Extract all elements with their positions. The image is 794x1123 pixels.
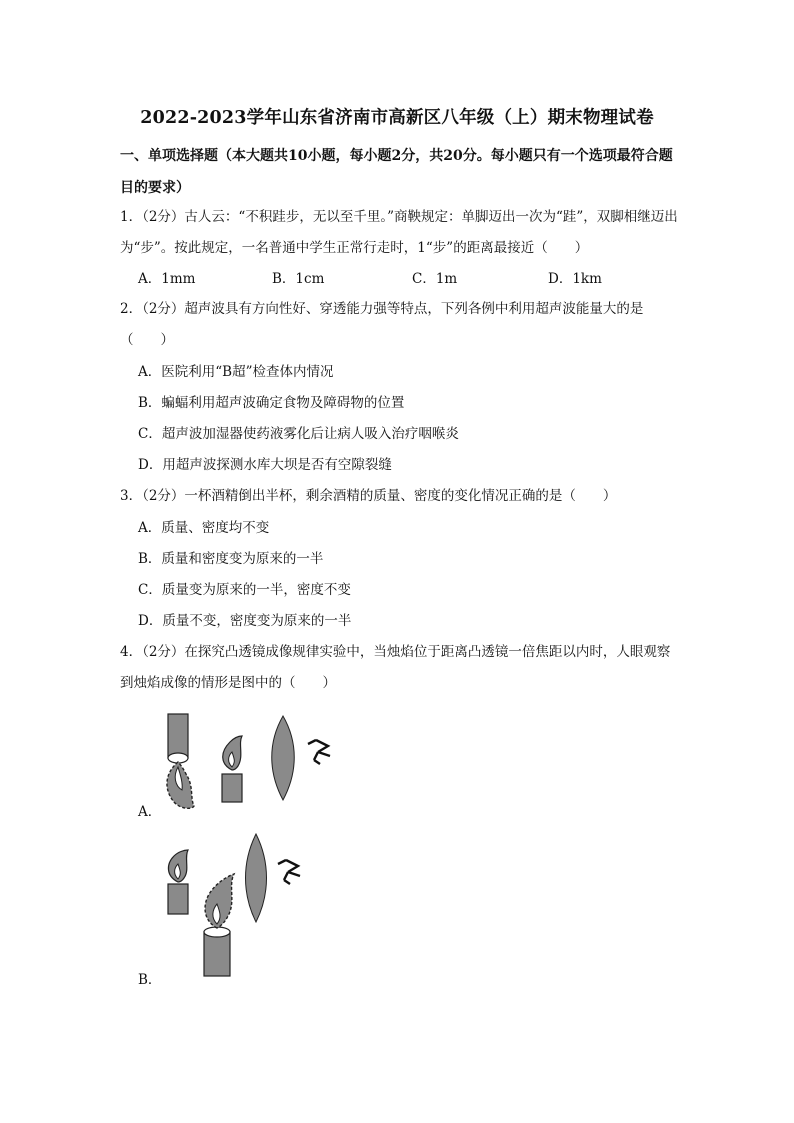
convex-lens [246,834,267,922]
question-3-stem: 3．（2分）一杯酒精倒出半杯，剩余酒精的质量、密度的变化情况正确的是（ ） [120,488,617,504]
question-4-stem: 4．（2分）在探究凸透镜成像规律实验中，当烛焰位于距离凸透镜一倍焦距以内时，人眼观察到烛焰成像的情形是图中的（ ） [120,644,671,691]
figure-b-diagram [158,832,338,982]
question-1-stem: 1．（2分）古人云：“不积跬步，无以至千里。”商鞅规定：单脚迈出一次为“跬”，双脚相继迈出为“步”。按此规定，一名普通中学生正常行走时，1“步”的距离最接近（ ） [120,209,678,256]
virtual-candle-body [168,714,188,758]
q2-option-d[interactable]: D．用超声波探测水库大坝是否有空隙裂缝 [138,457,392,473]
q2-option-a[interactable]: A．医院利用“B超”检查体内情况 [138,364,334,380]
candle-body [222,774,242,802]
q1-option-d[interactable]: D．1km [548,271,602,287]
figure-a-label[interactable]: A． [138,804,162,820]
eye-icon [308,740,330,764]
q3-option-d[interactable]: D．质量不变，密度变为原来的一半 [138,613,352,629]
figure-a-diagram [158,712,338,812]
q3-option-c[interactable]: C．质量变为原来的一半，密度不变 [138,582,351,598]
q2-option-c[interactable]: C．超声波加湿器使药液雾化后让病人吸入治疗咽喉炎 [138,426,459,442]
convex-lens [272,716,295,800]
q3-option-a[interactable]: A．质量、密度均不变 [138,520,270,536]
q1-option-b[interactable]: B．1cm [272,271,325,287]
eye-icon [278,860,300,884]
candle-body [168,884,188,914]
q1-option-a[interactable]: A．1mm [138,271,196,287]
virtual-candle-body [204,932,230,976]
section-heading: 一、单项选择题（本大题共10小题，每小题2分，共20分。每小题只有一个选项最符合题目的要求） [120,148,673,196]
question-1-options [138,269,698,291]
q3-option-b[interactable]: B．质量和密度变为原来的一半 [138,551,324,567]
page-title: 2022-2023学年山东省济南市高新区八年级（上）期末物理试卷 [140,108,654,128]
question-2-stem: 2．（2分）超声波具有方向性好、穿透能力强等特点，下列各例中利用超声波能量大的是（ ） [120,301,644,348]
q1-option-c[interactable]: C．1m [412,271,458,287]
figure-b-label[interactable]: B． [138,972,162,988]
q2-option-b[interactable]: B．蝙蝠利用超声波确定食物及障碍物的位置 [138,395,405,411]
